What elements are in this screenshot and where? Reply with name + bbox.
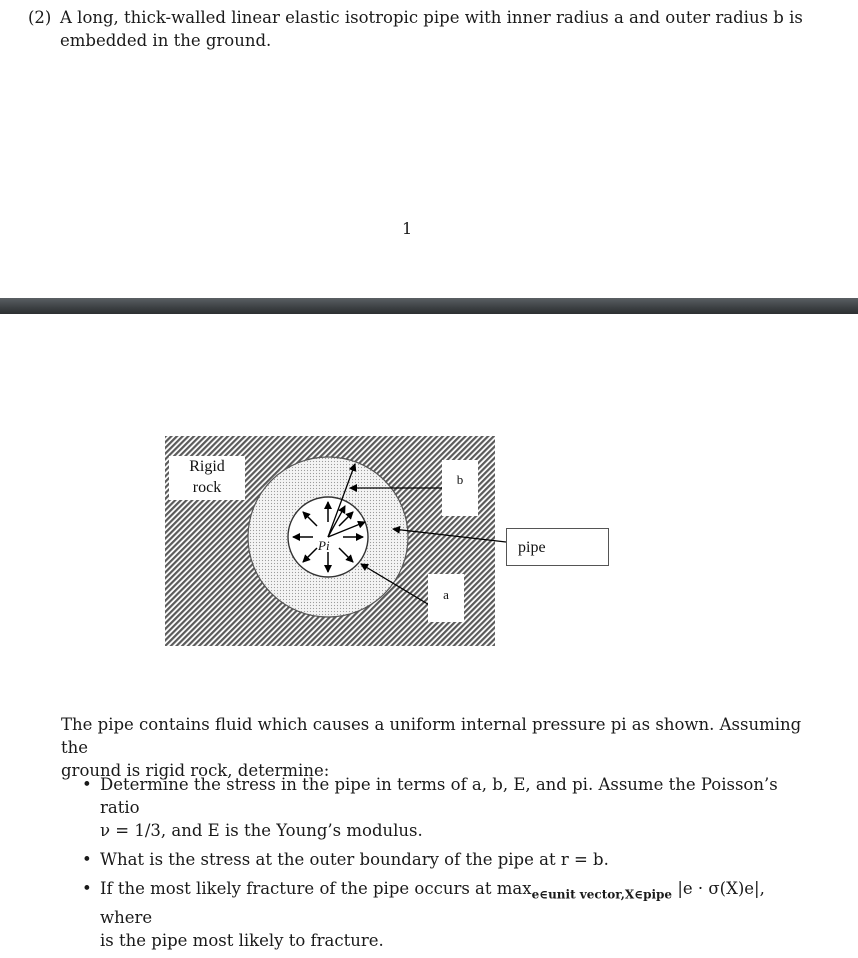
pressure-label: Pi xyxy=(318,538,330,553)
page-divider xyxy=(0,298,858,314)
task-list xyxy=(82,773,806,958)
page-number: 1 xyxy=(402,219,413,238)
problem-line-2: embedded in the ground. xyxy=(60,31,272,50)
list-item: • If the most likely fracture of the pipe occurs at $\max_{e\in unit vector,X\in pipe} |e \cdot \sigma(X)e|$, where is the pipe most likely to fracture. xyxy=(82,877,806,952)
problem-statement xyxy=(28,6,808,52)
list-item: • Determine the stress in the pipe in terms of a, b, E, and pi. Assume the Poisson’s ratio ν = 1/3, and E is the Young’s modulus. xyxy=(82,773,806,842)
inner-radius-label: a xyxy=(428,574,464,622)
pipe-figure xyxy=(165,424,615,648)
list-item: • What is the stress at the outer boundary of the pipe at r = b. xyxy=(82,848,806,871)
rigid-rock-label: Rigid rock xyxy=(169,456,245,500)
outer-radius-label: b xyxy=(442,460,478,516)
intro-paragraph xyxy=(61,713,806,782)
problem-number: (2) xyxy=(28,8,52,27)
problem-line-1: (2) A long, thick-walled linear elastic isotropic pipe with inner radius a and outer radius b is xyxy=(28,8,803,27)
intro-line-1: The pipe contains fluid which causes a uniform internal pressure pi as shown. Assuming the xyxy=(61,715,802,757)
page-1-region xyxy=(0,0,858,298)
intro-line-2: ground is rigid rock, determine: xyxy=(61,761,330,780)
pipe-label: pipe xyxy=(506,528,609,566)
